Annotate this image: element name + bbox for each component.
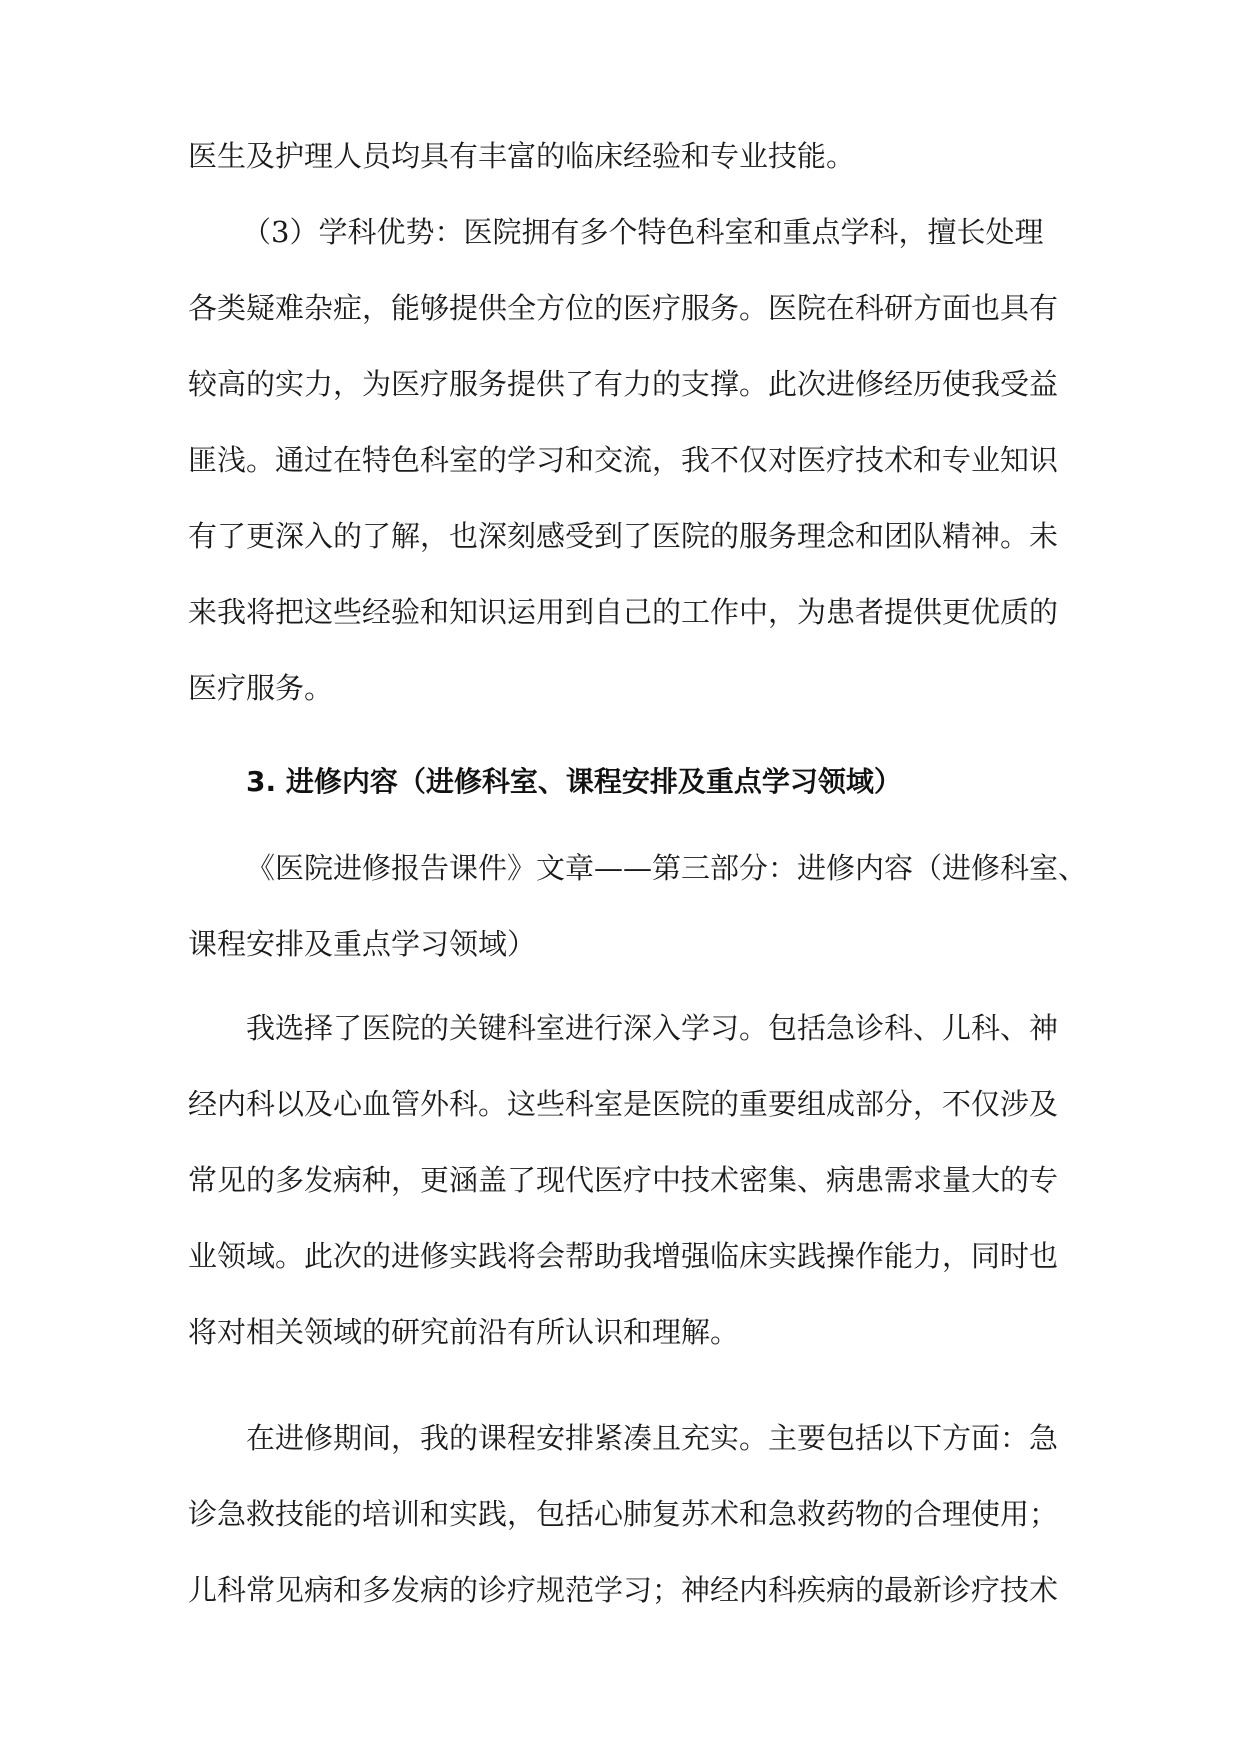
text-line: 诊急救技能的培训和实践，包括心肺复苏术和急救药物的合理使用； [188,1497,1059,1531]
text-line: 各类疑难杂症，能够提供全方位的医疗服务。医院在科研方面也具有 [188,291,1059,325]
text-line: 来我将把这些经验和知识运用到自己的工作中，为患者提供更优质的 [188,595,1059,629]
text-line: 医生及护理人员均具有丰富的临床经验和专业技能。 [188,139,856,173]
text-line: 业领域。此次的进修实践将会帮助我增强临床实践操作能力，同时也 [188,1239,1059,1273]
text-line: 《医院进修报告课件》文章——第三部分：进修内容（进修科室、 [246,851,1088,885]
text-line: （3）学科优势：医院拥有多个特色科室和重点学科，擅长处理 [242,215,1044,249]
section-heading: 3. 进修内容（进修科室、课程安排及重点学习领域） [246,765,902,798]
text-line: 常见的多发病种，更涵盖了现代医疗中技术密集、病患需求量大的专 [188,1163,1059,1197]
paragraph-departments [188,990,1058,1370]
paragraph-continuation [188,118,1058,194]
paragraph-discipline-advantage [188,194,1058,726]
text-line: 我选择了医院的关键科室进行深入学习。包括急诊科、儿科、神 [246,1011,1059,1045]
text-line: 医疗服务。 [188,671,334,705]
text-line: 经内科以及心血管外科。这些科室是医院的重要组成部分，不仅涉及 [188,1087,1059,1121]
paragraph-intro [188,830,1088,982]
text-line: 较高的实力，为医疗服务提供了有力的支撑。此次进修经历使我受益 [188,367,1059,401]
text-line: 有了更深入的了解，也深刻感受到了医院的服务理念和团队精神。未 [188,519,1059,553]
text-line: 儿科常见病和多发病的诊疗规范学习；神经内科疾病的最新诊疗技术 [188,1573,1059,1607]
text-line: 将对相关领域的研究前沿有所认识和理解。 [188,1315,740,1349]
text-line: 在进修期间，我的课程安排紧凑且充实。主要包括以下方面：急 [246,1421,1059,1455]
paragraph-courses [188,1400,1058,1628]
text-line: 匪浅。通过在特色科室的学习和交流，我不仅对医疗技术和专业知识 [188,443,1059,477]
text-line: 课程安排及重点学习领域） [188,927,537,961]
